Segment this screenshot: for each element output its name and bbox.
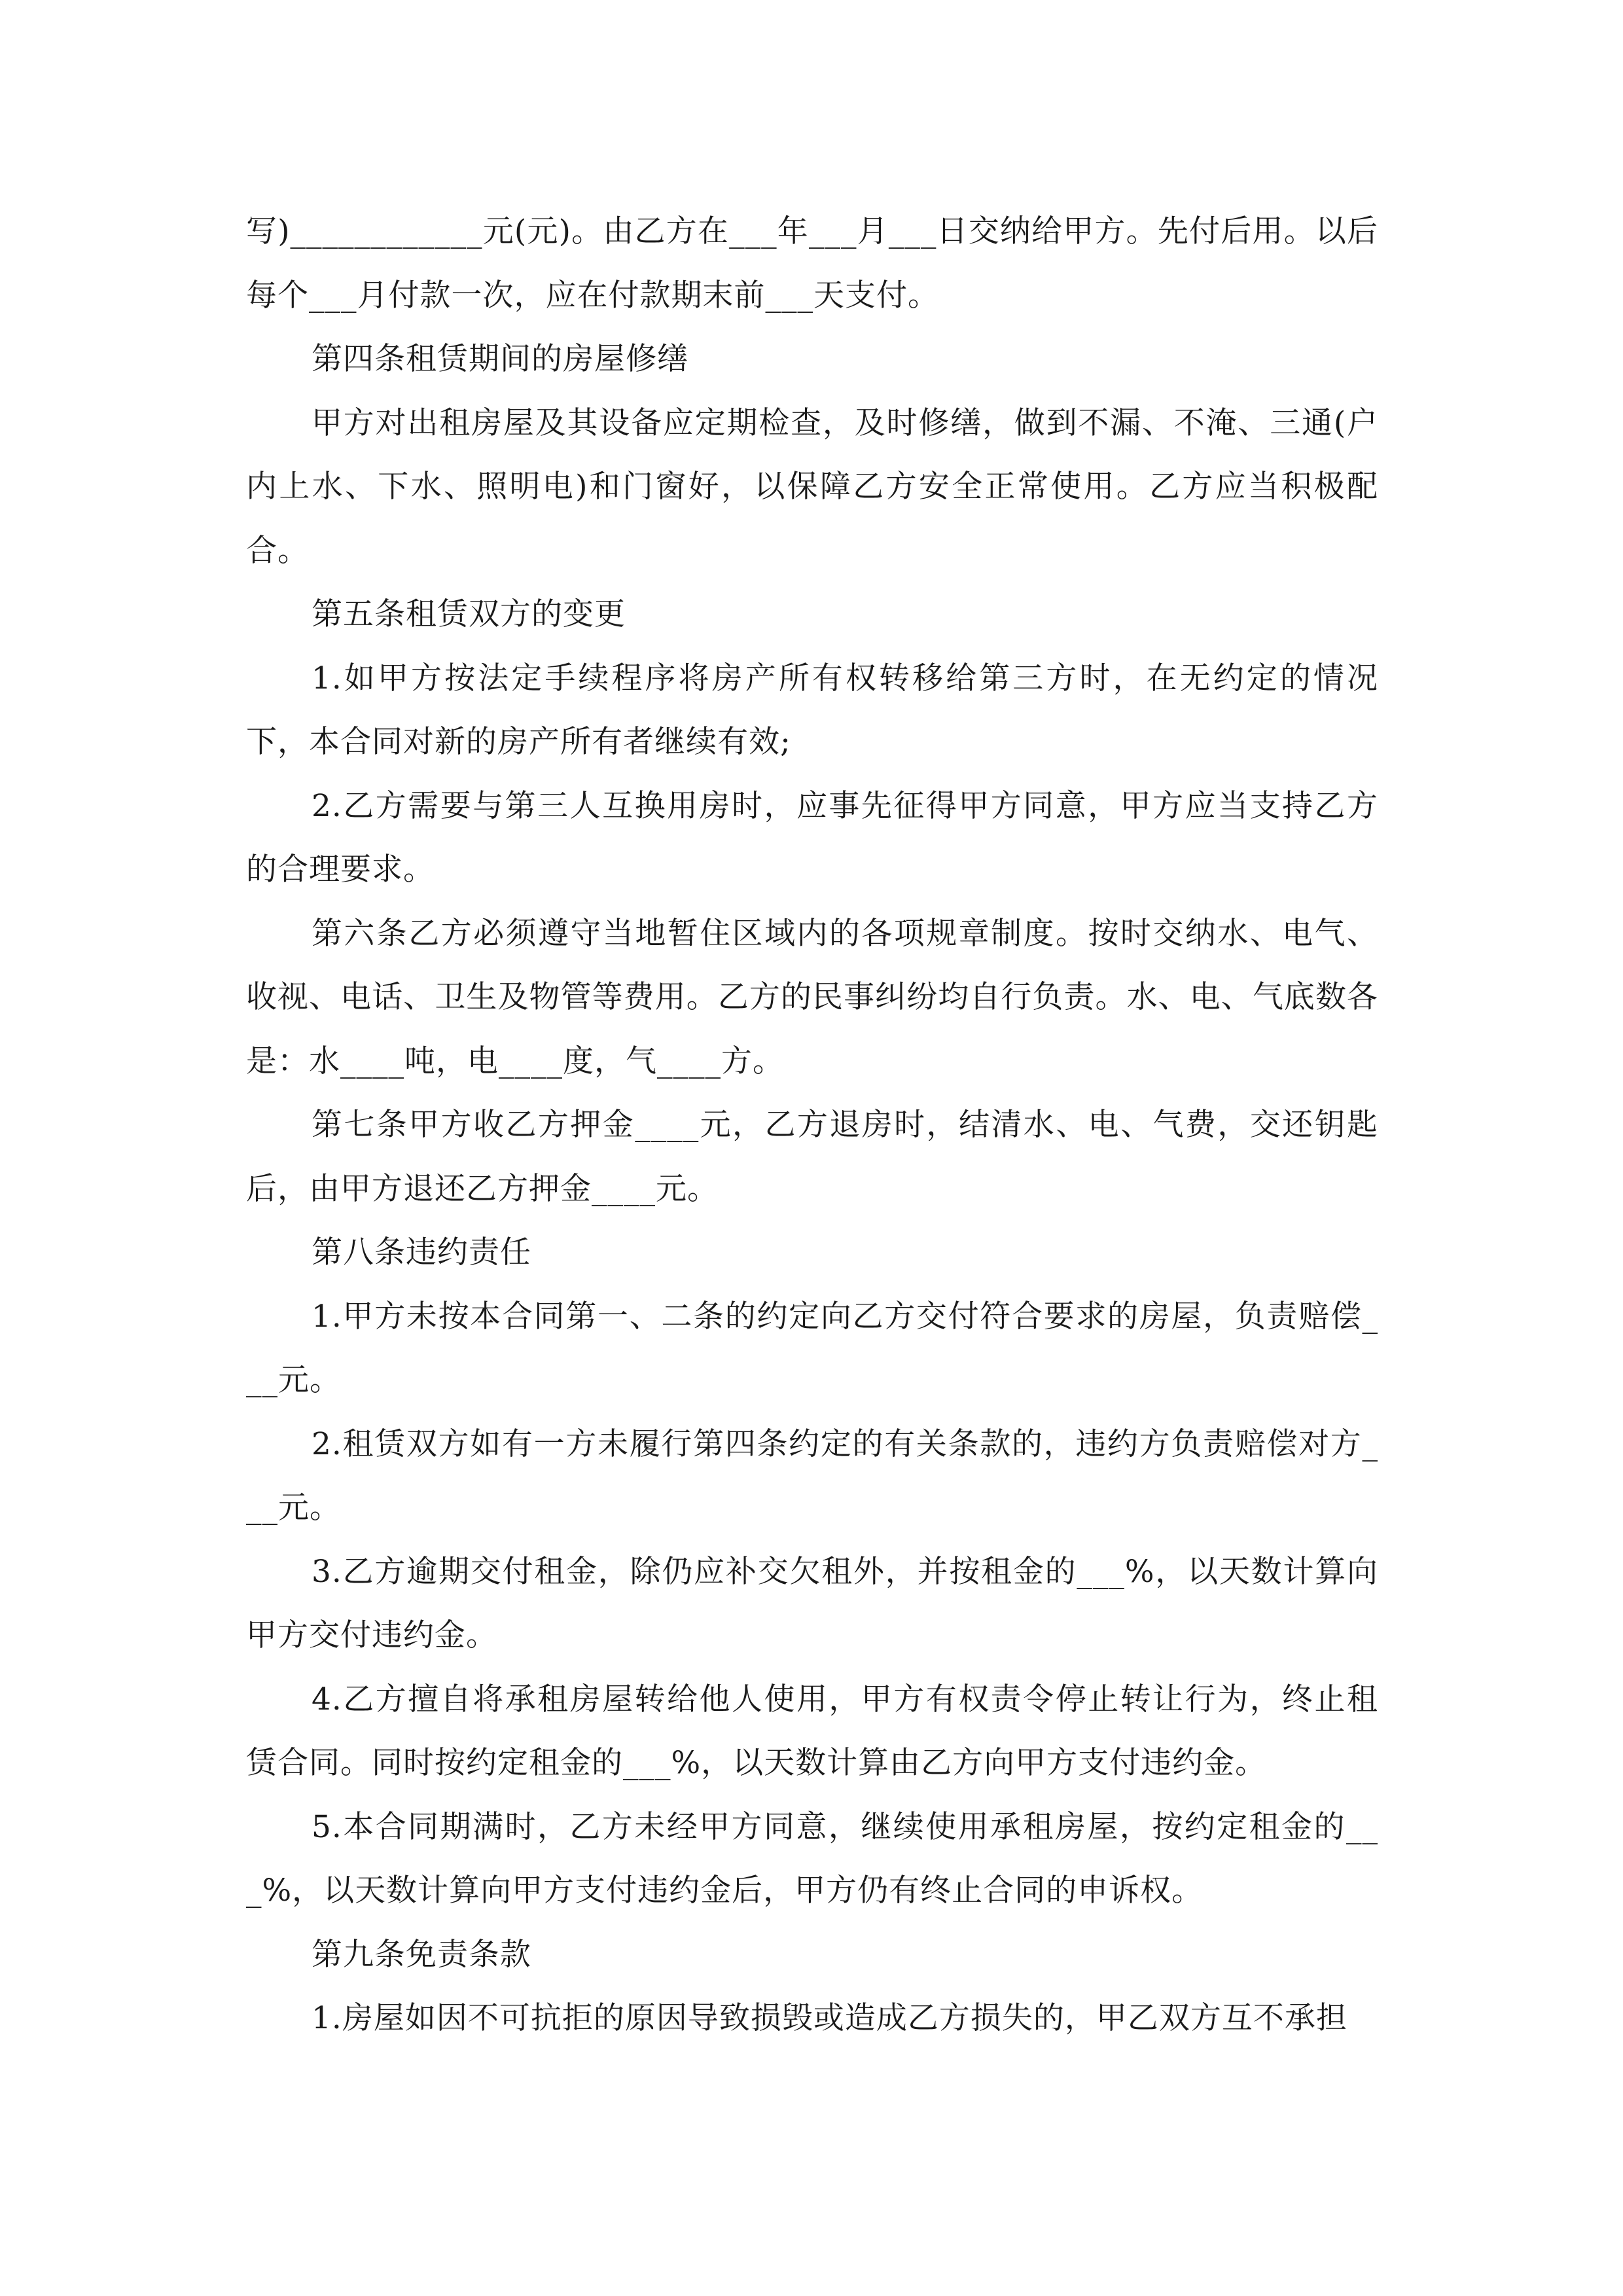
article-8-item-5: 5.本合同期满时，乙方未经甲方同意，继续使用承租房屋，按约定租金的___%，以天数计算向甲方支付违约金后，甲方仍有终止合同的申诉权。 (246, 1808, 1378, 1909)
article-6-body: 第六条乙方必须遵守当地暂住区域内的各项规章制度。按时交纳水、电气、收视、电话、卫生及物管等费用。乙方的民事纠纷均自行负责。水、电、气底数各是：水____吨，电____度，气____方。 (246, 915, 1378, 1079)
article-9-item-1: 1.房屋如因不可抗拒的原因导致损毁或造成乙方损失的，甲乙双方互不承担 (312, 2000, 1347, 2036)
article-8-item-4: 4.乙方擅自将承租房屋转给他人使用，甲方有权责令停止转让行为，终止租赁合同。同时按约定租金的___%，以天数计算由乙方向甲方支付违约金。 (246, 1681, 1378, 1781)
article-8-item-1: 1.甲方未按本合同第一、二条的约定向乙方交付符合要求的房屋，负责赔偿___元。 (246, 1298, 1378, 1398)
document-page (246, 200, 1378, 2051)
paragraph-rent-payment-continuation: 写)____________元(元)。由乙方在___年___月___日交纳给甲方。先付后用。以后每个___月付款一次，应在付款期末前___天支付。 (246, 213, 1378, 314)
article-4-heading: 第四条租赁期间的房屋修缮 (312, 341, 688, 377)
article-5-item-1: 1.如甲方按法定手续程序将房产所有权转移给第三方时，在无约定的情况下，本合同对新的房产所有者继续有效; (246, 660, 1378, 760)
article-4-body: 甲方对出租房屋及其设备应定期检查，及时修缮，做到不漏、不淹、三通(户内上水、下水、照明电)和门窗好，以保障乙方安全正常使用。乙方应当积极配合。 (246, 404, 1378, 569)
article-9-heading: 第九条免责条款 (312, 1936, 531, 1973)
article-5-heading: 第五条租赁双方的变更 (312, 596, 626, 632)
article-8-item-2: 2.租赁双方如有一方未履行第四条约定的有关条款的，违约方负责赔偿对方___元。 (246, 1426, 1378, 1526)
article-5-item-2: 2.乙方需要与第三人互换用房时，应事先征得甲方同意，甲方应当支持乙方的合理要求。 (246, 787, 1378, 888)
article-7-body: 第七条甲方收乙方押金____元，乙方退房时，结清水、电、气费，交还钥匙后，由甲方退还乙方押金____元。 (246, 1107, 1378, 1207)
article-8-heading: 第八条违约责任 (312, 1234, 531, 1270)
article-8-item-3: 3.乙方逾期交付租金，除仍应补交欠租外，并按租金的___%，以天数计算向甲方交付违约金。 (246, 1553, 1379, 1653)
